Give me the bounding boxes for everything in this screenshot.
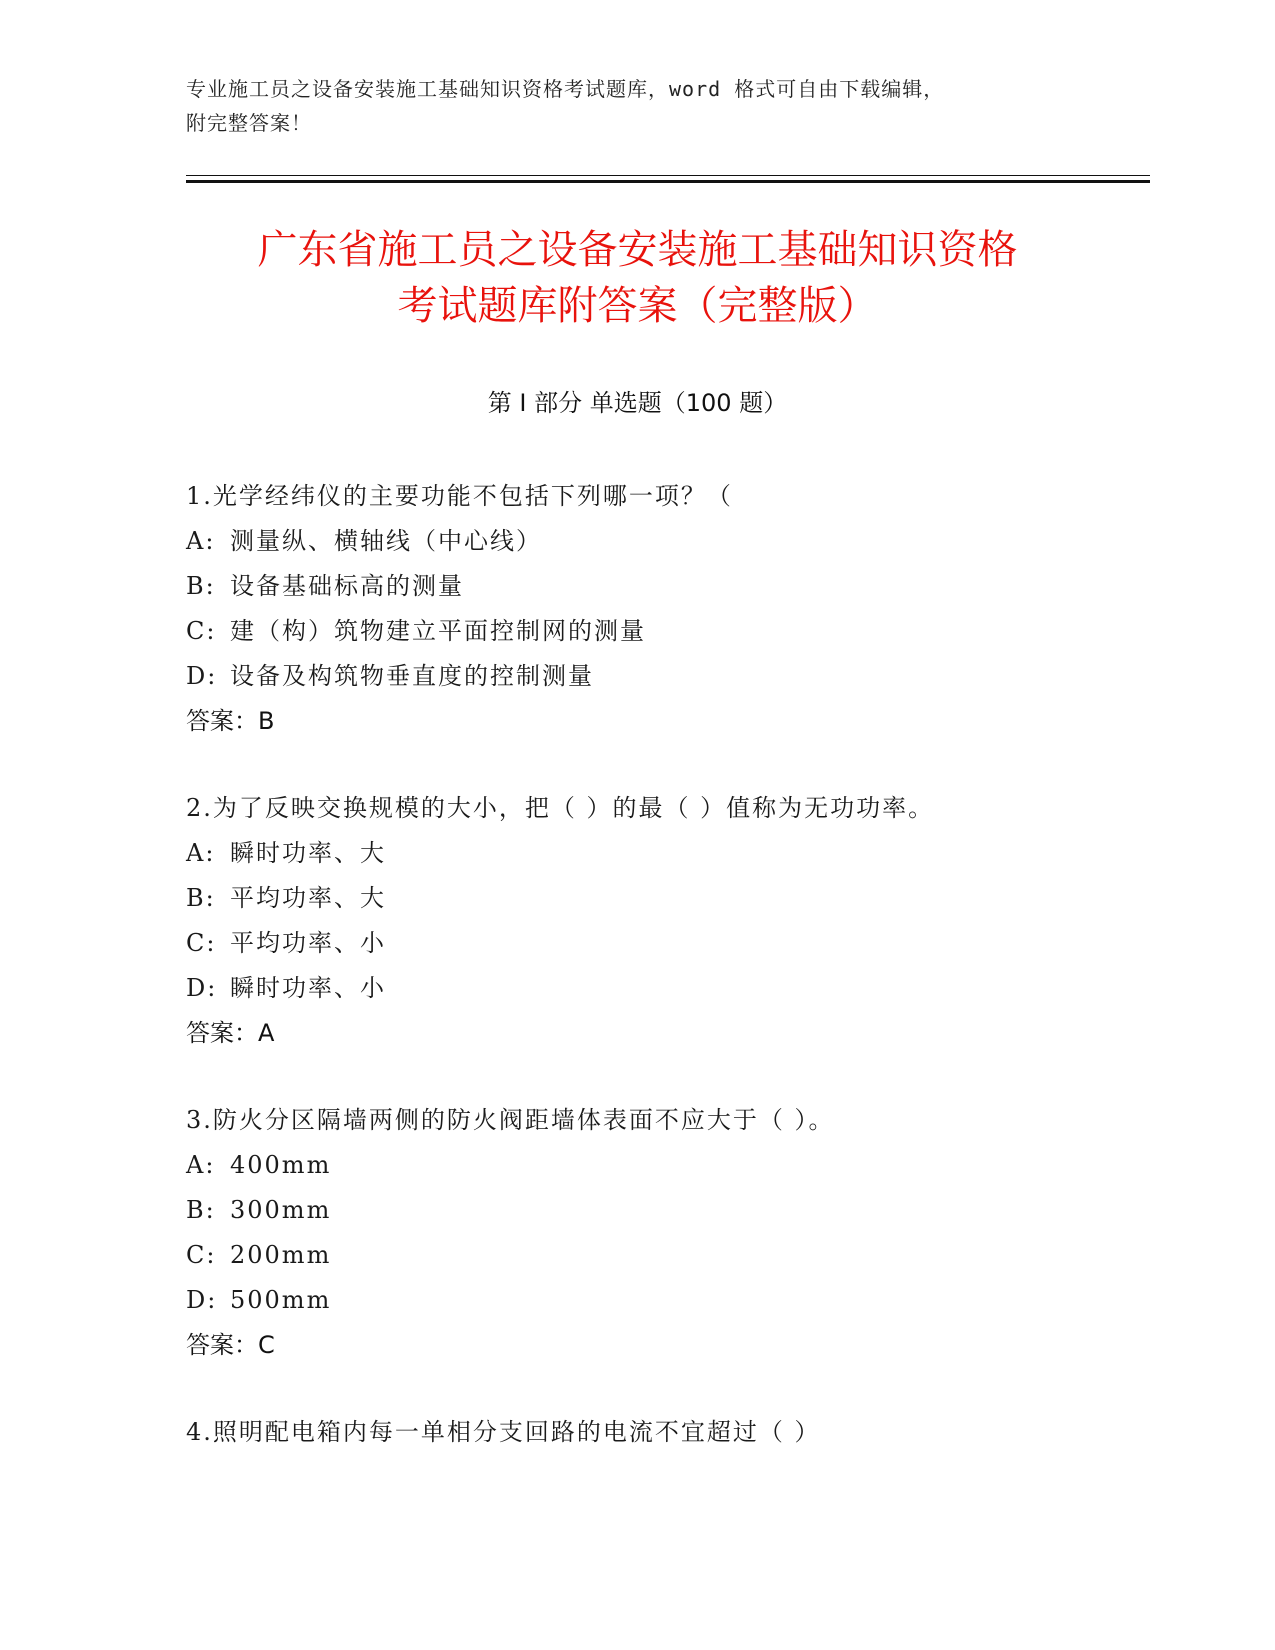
option-letter: A: [186, 839, 216, 867]
header-note-line-2: 附完整答案！ [186, 111, 312, 135]
option-d [186, 654, 1146, 699]
question-stem: 4.照明配电箱内每一单相分支回路的电流不宜超过（ ） [186, 1418, 821, 1446]
option-letter: B: [186, 572, 216, 600]
option-c [186, 609, 1146, 654]
option-text: 设备及构筑物垂直度的控制测量 [230, 662, 594, 690]
option-letter: C: [186, 1241, 217, 1269]
option-letter: C: [186, 929, 217, 957]
question-stem: 1.光学经纬仪的主要功能不包括下列哪一项？（ [186, 482, 733, 510]
question-4 [186, 1410, 1146, 1455]
question-3 [186, 1098, 1146, 1368]
option-a [186, 831, 1146, 876]
question-list [186, 474, 1146, 1497]
option-letter: D: [186, 1286, 218, 1314]
option-text: 建（构）筑物建立平面控制网的测量 [230, 617, 646, 645]
header-note [186, 72, 1066, 140]
option-text: 瞬时功率、小 [230, 974, 386, 1002]
option-text: 平均功率、大 [230, 884, 386, 912]
answer-label: 答案：B [186, 707, 275, 735]
option-letter: D: [186, 974, 218, 1002]
page-title-line-1: 广东省施工员之设备安装施工基础知识资格 [257, 227, 1018, 273]
question-stem: 2.为了反映交换规模的大小，把（ ）的最（ ）值称为无功功率。 [186, 794, 935, 822]
option-text: 200mm [230, 1241, 332, 1269]
option-text: 测量纵、横轴线（中心线） [230, 527, 542, 555]
page-title [150, 222, 1125, 334]
option-letter: B: [186, 884, 216, 912]
section-heading: 第 I 部分 单选题（100 题） [487, 389, 788, 417]
option-letter: D: [186, 662, 218, 690]
option-text: 瞬时功率、大 [230, 839, 386, 867]
option-c [186, 1233, 1146, 1278]
option-letter: B: [186, 1196, 216, 1224]
page-title-line-2: 考试题库附答案（完整版） [397, 283, 878, 329]
header-divider-thin [186, 175, 1150, 176]
option-letter: A: [186, 527, 216, 555]
option-b [186, 876, 1146, 921]
option-c [186, 921, 1146, 966]
option-letter: A: [186, 1151, 216, 1179]
header-note-line-1: 专业施工员之设备安装施工基础知识资格考试题库，word 格式可自由下载编辑， [186, 77, 945, 101]
option-d [186, 1278, 1146, 1323]
option-text: 500mm [230, 1286, 332, 1314]
header-divider-thick [186, 180, 1150, 183]
answer-label: 答案：C [186, 1331, 275, 1359]
option-text: 设备基础标高的测量 [230, 572, 464, 600]
option-text: 400mm [230, 1151, 332, 1179]
option-a [186, 519, 1146, 564]
option-b [186, 564, 1146, 609]
question-stem: 3.防火分区隔墙两侧的防火阀距墙体表面不应大于（ ）。 [186, 1106, 835, 1134]
option-a [186, 1143, 1146, 1188]
question-1 [186, 474, 1146, 744]
answer-label: 答案：A [186, 1019, 275, 1047]
option-letter: C: [186, 617, 217, 645]
option-d [186, 966, 1146, 1011]
option-text: 平均功率、小 [230, 929, 386, 957]
option-b [186, 1188, 1146, 1233]
question-2 [186, 786, 1146, 1056]
option-text: 300mm [230, 1196, 332, 1224]
